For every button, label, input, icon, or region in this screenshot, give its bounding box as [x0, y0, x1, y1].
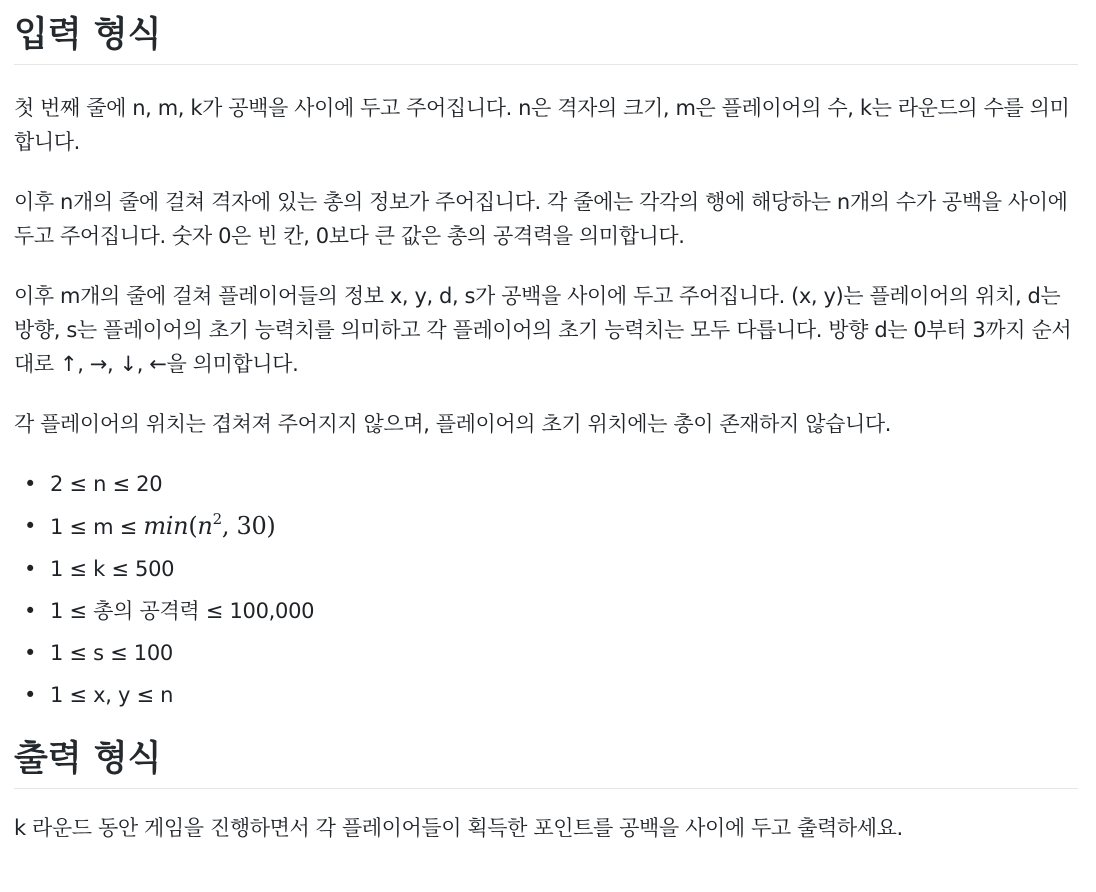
bullet-icon: • [24, 472, 37, 496]
constraint-item [24, 463, 1078, 505]
constraint-item [24, 505, 1078, 548]
constraints-list [14, 463, 1078, 716]
math-base: n [197, 512, 213, 540]
math-fn: min [143, 512, 189, 540]
constraint-text: 1 ≤ s ≤ 100 [50, 641, 173, 665]
constraint-text: 1 ≤ k ≤ 500 [50, 557, 175, 581]
constraint-item [24, 632, 1078, 674]
constraint-item [24, 590, 1078, 632]
constraint-text: 1 ≤ 총의 공격력 ≤ 100,000 [50, 599, 315, 623]
input-paragraph-1: 첫 번째 줄에 n, m, k가 공백을 사이에 두고 주어집니다. n은 격자의 크기, m은 플레이어의 수, k는 라운드의 수를 의미합니다. [14, 96, 1070, 154]
constraint-item [24, 548, 1078, 590]
constraint-item [24, 674, 1078, 716]
math-rest: , 30) [221, 512, 276, 540]
constraint-text: 1 ≤ m ≤ [50, 515, 144, 539]
math-exponent: 2 [212, 510, 222, 528]
input-paragraph-3: 이후 m개의 줄에 걸쳐 플레이어들의 정보 x, y, d, s가 공백을 사이에 두고 주어집니다. (x, y)는 플레이어의 위치, d는 방향, s는 플레이어의 초기 능력치를 의미하고 각 플레이어의 초기 능력치는 모두 다릅니다. 방향 d는 0부터 3까지 순서대로 ↑, →, ↓, ←을 의미합니다. [14, 284, 1072, 376]
math-expression [143, 512, 275, 540]
bullet-icon: • [24, 683, 37, 707]
input-paragraph-2: 이후 n개의 줄에 걸쳐 격자에 있는 총의 정보가 주어집니다. 각 줄에는 각각의 행에 해당하는 n개의 수가 공백을 사이에 두고 주어집니다. 숫자 0은 빈 칸, 0보다 큰 값은 총의 공격력을 의미합니다. [14, 190, 1068, 248]
output-paragraph: k 라운드 동안 게임을 진행하면서 각 플레이어들이 획득한 포인트를 공백을 사이에 두고 출력하세요. [14, 816, 903, 840]
bullet-icon: • [24, 514, 37, 538]
bullet-icon: • [24, 641, 37, 665]
input-format-heading: 입력 형식 [14, 0, 1078, 65]
input-paragraph-4: 각 플레이어의 위치는 겹쳐져 주어지지 않으며, 플레이어의 초기 위치에는 총이 존재하지 않습니다. [14, 412, 892, 436]
bullet-icon: • [24, 599, 37, 623]
constraint-text: 1 ≤ x, y ≤ n [50, 683, 174, 707]
math-open-paren: ( [188, 512, 198, 540]
bullet-icon: • [24, 557, 37, 581]
output-format-heading: 출력 형식 [14, 738, 1078, 789]
constraint-text: 2 ≤ n ≤ 20 [50, 472, 163, 496]
